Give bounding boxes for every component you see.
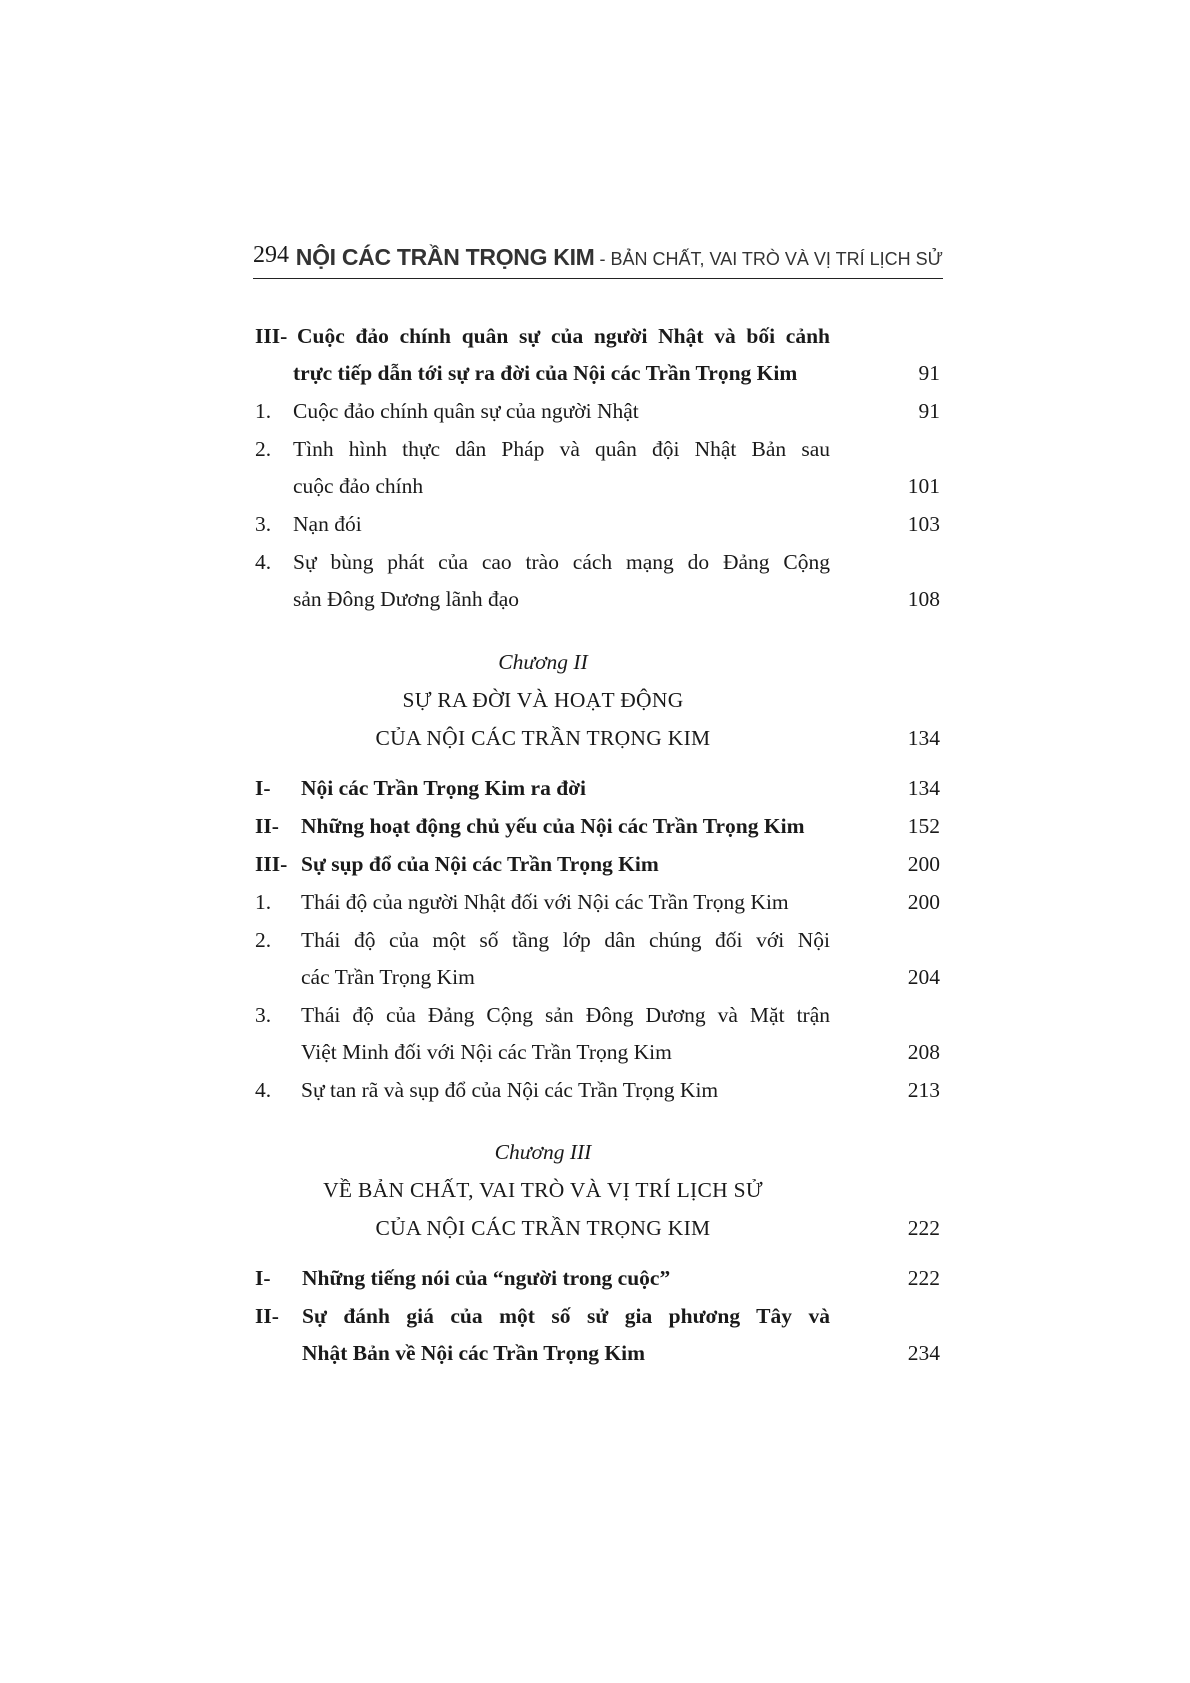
running-title [296, 244, 943, 271]
item-number: 3. [255, 1003, 272, 1027]
section-label: III- [255, 324, 288, 348]
page-ref: 213 [907, 1078, 940, 1102]
item-title: Thái độ của Đảng Cộng sản Đông Dương và Mặt trận [301, 1003, 830, 1027]
page-ref: 103 [907, 512, 940, 536]
item-title: các Trần Trọng Kim [301, 965, 475, 989]
section-title-line: Cuộc đảo chính quân sự của người Nhật và bối cảnh [297, 324, 830, 348]
item-number: 2. [255, 437, 272, 461]
item-title: Nạn đói [293, 512, 362, 536]
item-title: Thái độ của người Nhật đối với Nội các Trần Trọng Kim [301, 890, 789, 914]
page-ref: 101 [907, 474, 940, 498]
section-title: Nội các Trần Trọng Kim ra đời [301, 776, 587, 800]
item-title: Thái độ của một số tầng lớp dân chúng đối với Nội [301, 928, 830, 952]
chapter-title: CỦA NỘI CÁC TRẦN TRỌNG KIM [375, 1216, 711, 1240]
item-number: 4. [255, 1078, 272, 1102]
section-label: I- [255, 1266, 271, 1290]
section-title: Những tiếng nói của “người trong cuộc” [302, 1266, 671, 1290]
page-ref: 152 [907, 814, 940, 838]
item-title: cuộc đảo chính [293, 474, 424, 498]
item-title: Sự tan rã và sụp đổ của Nội các Trần Trọng Kim [301, 1078, 719, 1102]
item-number: 2. [255, 928, 272, 952]
page-ref: 234 [907, 1341, 940, 1365]
item-title: Việt Minh đối với Nội các Trần Trọng Kim [301, 1040, 672, 1064]
chapter-title: VỀ BẢN CHẤT, VAI TRÒ VÀ VỊ TRÍ LỊCH SỬ [323, 1178, 763, 1202]
item-title: Sự bùng phát của cao trào cách mạng do Đảng Cộng [293, 550, 830, 574]
page-ref: 204 [907, 965, 940, 989]
page-ref: 208 [907, 1040, 940, 1064]
page-ref: 222 [907, 1266, 940, 1290]
page-ref: 91 [918, 399, 940, 423]
chapter-title: CỦA NỘI CÁC TRẦN TRỌNG KIM [375, 726, 711, 750]
page-number: 294 [253, 242, 289, 268]
section-title-line: Nhật Bản về Nội các Trần Trọng Kim [302, 1341, 646, 1365]
item-title: Cuộc đảo chính quân sự của người Nhật [293, 399, 639, 423]
page-ref: 134 [907, 776, 940, 800]
item-number: 1. [255, 399, 272, 423]
item-title: Tình hình thực dân Pháp và quân đội Nhật Bản sau [293, 437, 830, 461]
page-ref: 91 [918, 361, 940, 385]
page-ref: 222 [907, 1216, 940, 1240]
section-label: II- [255, 814, 279, 838]
item-number: 4. [255, 550, 272, 574]
page-ref: 108 [907, 587, 940, 611]
page-ref: 200 [907, 852, 940, 876]
running-title-bold: NỘI CÁC TRẦN TRỌNG KIM [295, 244, 595, 270]
page-ref: 200 [907, 890, 940, 914]
chapter-title: SỰ RA ĐỜI VÀ HOẠT ĐỘNG [402, 688, 684, 712]
item-number: 1. [255, 890, 272, 914]
section-title: Những hoạt động chủ yếu của Nội các Trần Trọng Kim [301, 814, 805, 838]
chapter-label: Chương II [498, 650, 588, 674]
item-number: 3. [255, 512, 272, 536]
running-title-rest: - BẢN CHẤT, VAI TRÒ VÀ VỊ TRÍ LỊCH SỬ [594, 249, 943, 269]
running-header [253, 240, 943, 279]
page-ref: 134 [907, 726, 940, 750]
section-title-line: Sự đánh giá của một số sử gia phương Tây và [302, 1304, 830, 1328]
section-label: II- [255, 1304, 279, 1328]
section-label: III- [255, 852, 288, 876]
chapter-label: Chương III [494, 1140, 592, 1164]
section-title: Sự sụp đổ của Nội các Trần Trọng Kim [301, 852, 659, 876]
section-label: I- [255, 776, 271, 800]
item-title: sản Đông Dương lãnh đạo [293, 587, 520, 611]
section-title-line: trực tiếp dẫn tới sự ra đời của Nội các Trần Trọng Kim [293, 361, 798, 385]
